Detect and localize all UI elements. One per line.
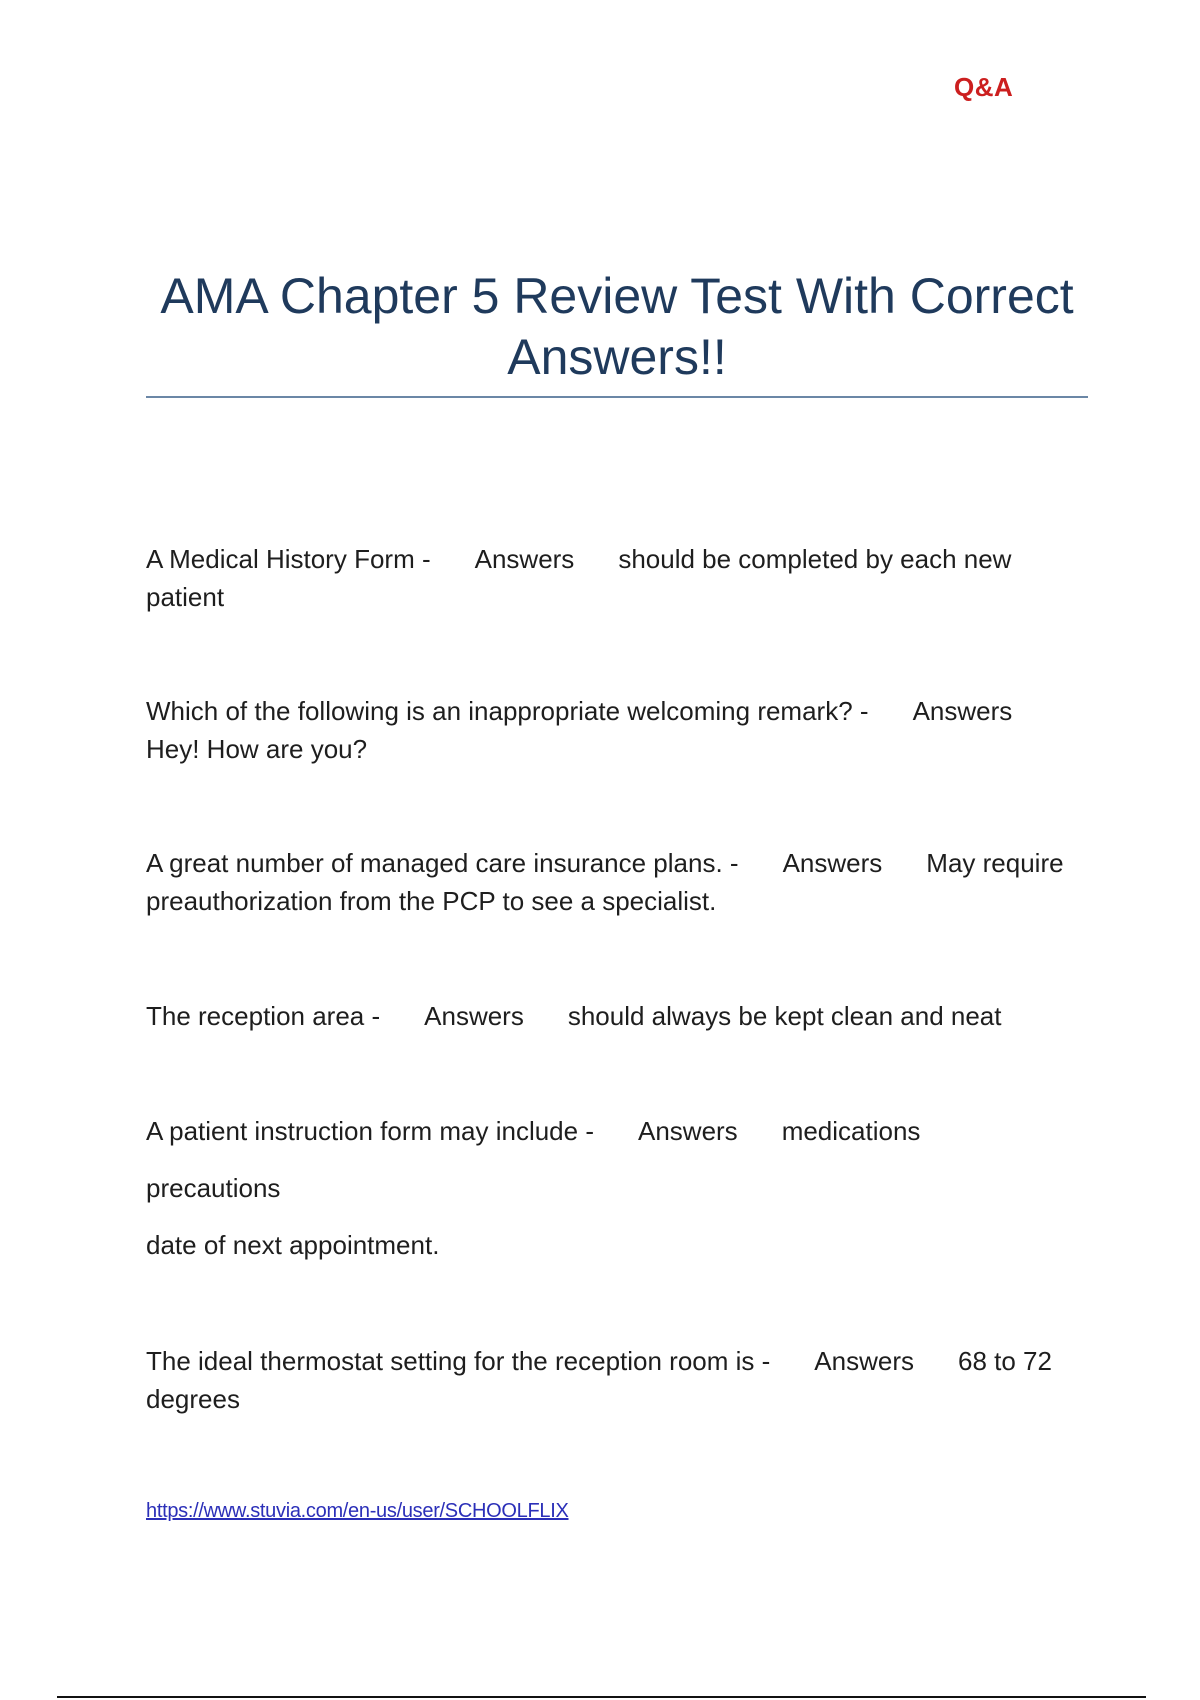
page-bottom-divider xyxy=(57,1696,1146,1698)
page-title: AMA Chapter 5 Review Test With Correct Answers!! xyxy=(160,268,1074,385)
answer-label: Answers xyxy=(637,1116,738,1146)
question-text: Which of the following is an inappropriate welcoming remark? - xyxy=(146,696,869,726)
answer-text: should always be kept clean and neat xyxy=(567,1001,1002,1031)
qa-badge: Q&A xyxy=(954,72,1014,102)
source-link[interactable]: https://www.stuvia.com/en-us/user/SCHOOLFLIX xyxy=(146,1500,569,1522)
answer-extra-line: date of next appointment. xyxy=(146,1230,440,1260)
qa-item-2 xyxy=(146,692,1096,768)
title-divider xyxy=(146,396,1088,398)
question-text: A great number of managed care insurance plans. - xyxy=(146,848,739,878)
answer-text: should be completed by each new patient xyxy=(146,544,1012,612)
question-text: A Medical History Form - xyxy=(146,544,431,574)
qa-item-5 xyxy=(146,1112,1096,1264)
answer-text: May require preauthorization from the PCP to see a specialist. xyxy=(146,848,1064,916)
answer-label: Answers xyxy=(474,544,575,574)
qa-item-3 xyxy=(146,844,1096,920)
answer-text: 68 to 72 degrees xyxy=(146,1346,1052,1414)
answer-extra-line: precautions xyxy=(146,1173,281,1203)
question-text: The reception area - xyxy=(146,1001,381,1031)
answer-text: Hey! How are you? xyxy=(146,734,368,764)
qa-item-4 xyxy=(146,997,1096,1035)
answer-label: Answers xyxy=(912,696,1013,726)
question-text: The ideal thermostat setting for the reception room is - xyxy=(146,1346,771,1376)
answer-label: Answers xyxy=(424,1001,524,1031)
answer-label: Answers xyxy=(782,848,883,878)
question-text: A patient instruction form may include - xyxy=(146,1116,594,1146)
qa-item-6 xyxy=(146,1342,1096,1418)
answer-label: Answers xyxy=(814,1346,914,1376)
qa-item-1 xyxy=(146,540,1096,616)
answer-text: medications xyxy=(781,1116,921,1146)
